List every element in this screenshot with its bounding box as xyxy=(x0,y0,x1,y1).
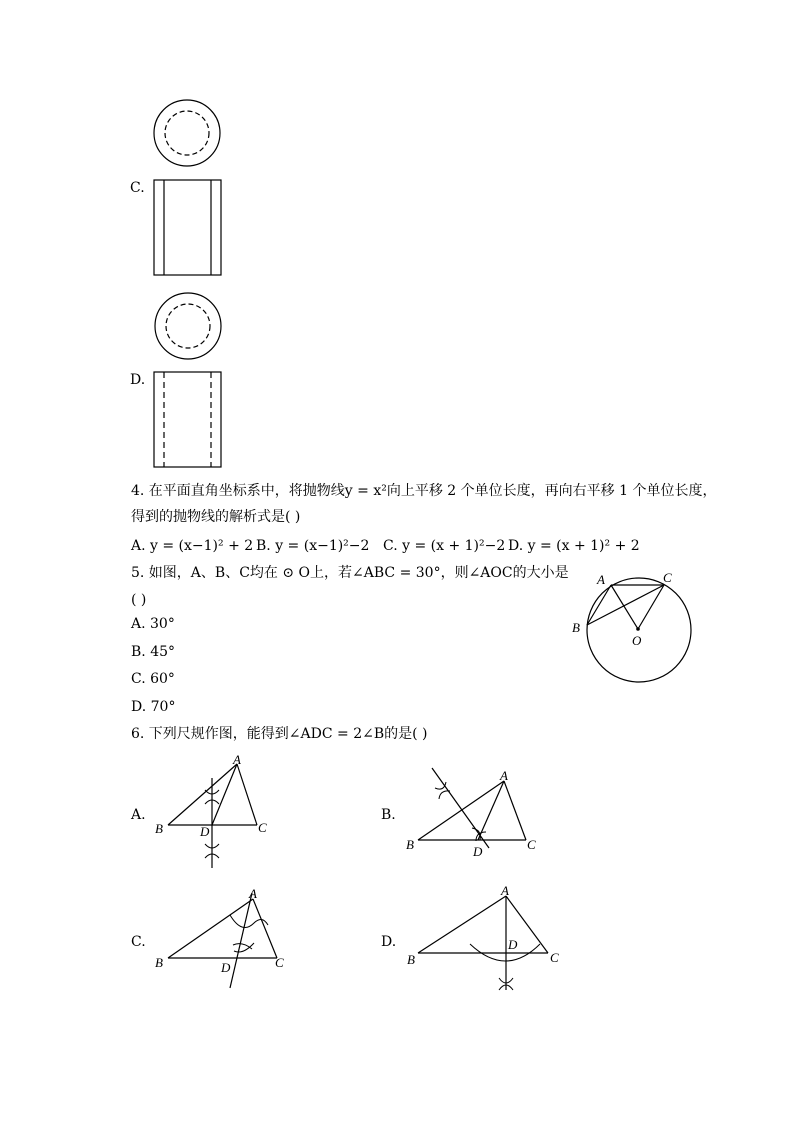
option-c-label: C. xyxy=(130,180,145,196)
option-d-top-view xyxy=(151,290,227,364)
q6-option-b-label: B. xyxy=(381,807,396,823)
option-c-front-view xyxy=(150,177,226,279)
q6b-point-c-label: C xyxy=(527,837,536,852)
q6c-point-d-label: D xyxy=(221,960,231,975)
q4-option-d: D. y = (x + 1)² + 2 xyxy=(508,538,640,554)
q6c-point-a-label: A xyxy=(249,886,257,901)
q6-option-d-label: D. xyxy=(381,934,397,950)
q6-option-c-label: C. xyxy=(131,934,146,950)
q5-option-b: B. 45° xyxy=(131,644,176,660)
q5-option-d: D. 70° xyxy=(131,699,176,715)
q6a-point-b-label: B xyxy=(155,821,163,836)
q6d-point-c-label: C xyxy=(550,950,559,965)
q5-point-a-label: A xyxy=(597,572,605,587)
q6-option-d-figure xyxy=(400,880,565,995)
q6a-point-c-label: C xyxy=(258,820,267,835)
q6-stem: 6. 下列尺规作图，能得到∠ADC = 2∠B的是( ) xyxy=(131,726,428,742)
q6-option-c-figure xyxy=(150,885,295,990)
q6b-point-d-label: D xyxy=(473,844,483,859)
q5-stem-line2: ( ) xyxy=(131,592,147,608)
q6a-point-d-label: D xyxy=(200,824,210,839)
q5-option-c: C. 60° xyxy=(131,671,175,687)
q4-stem-line2: 得到的抛物线的解析式是( ) xyxy=(131,509,301,525)
q6-option-b-figure xyxy=(400,762,550,862)
option-c-top-view xyxy=(150,97,226,171)
option-d-front-view xyxy=(150,369,226,471)
q6c-point-c-label: C xyxy=(275,955,284,970)
option-d-label: D. xyxy=(130,372,146,388)
q6d-point-b-label: B xyxy=(407,952,415,967)
q5-stem-line1: 5. 如图，A、B、C均在 ⊙ O上，若∠ABC = 30°，则∠AOC的大小是 xyxy=(131,565,569,581)
q5-point-c-label: C xyxy=(663,570,672,585)
q5-option-a: A. 30° xyxy=(131,616,175,632)
q5-circle-figure xyxy=(565,565,700,687)
q6b-point-b-label: B xyxy=(406,837,414,852)
q6-option-a-label: A. xyxy=(131,807,146,823)
q4-option-a: A. y = (x−1)² + 2 xyxy=(131,538,254,554)
q4-option-c: C. y = (x + 1)²−2 xyxy=(383,538,506,554)
q5-point-o-label: O xyxy=(632,633,642,648)
q4-option-b: B. y = (x−1)²−2 xyxy=(256,538,370,554)
q6d-point-d-label: D xyxy=(508,937,518,952)
q6d-point-a-label: A xyxy=(501,883,509,898)
q6b-point-a-label: A xyxy=(500,768,508,783)
q4-stem-line1: 4. 在平面直角坐标系中，将抛物线y = x²向上平移 2 个单位长度，再向右平移 1 个单位长度， xyxy=(131,483,717,499)
q6c-point-b-label: B xyxy=(155,955,163,970)
q5-point-b-label: B xyxy=(572,620,580,635)
q6a-point-a-label: A xyxy=(233,752,241,767)
q6-option-a-figure xyxy=(150,752,280,872)
